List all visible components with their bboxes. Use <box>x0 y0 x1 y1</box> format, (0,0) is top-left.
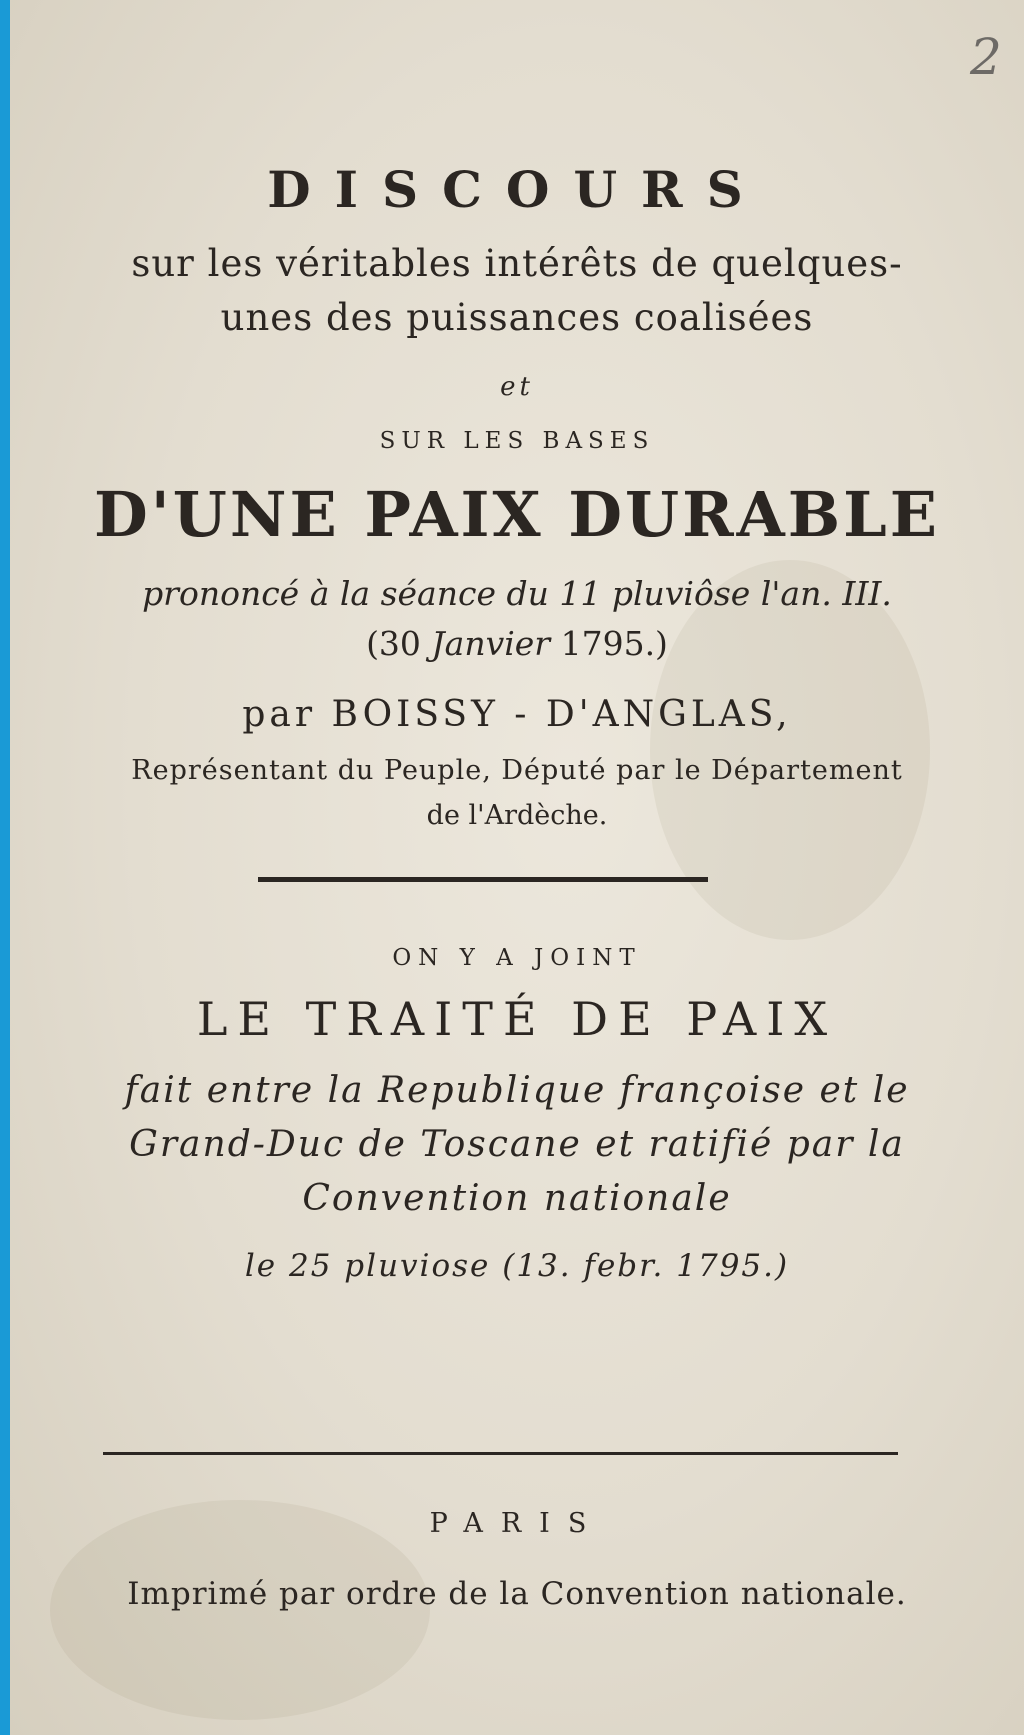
subtitle-line-2: unes des puissances coalisées <box>220 296 814 339</box>
imprint-city: PARIS <box>429 1508 605 1539</box>
author-role: Représentant du Peuple, Député par le Département <box>131 755 903 786</box>
delivery-date <box>10 624 1024 663</box>
paper-stain <box>650 560 930 940</box>
date-month: Janvier <box>431 624 551 663</box>
conjunction-et: et <box>500 372 534 402</box>
annex-line-2: Grand-Duc de Toscane et ratifié par la <box>129 1124 905 1165</box>
document-page <box>10 0 1024 1735</box>
sur-les-bases: SUR LES BASES <box>379 428 655 454</box>
author-line: par BOISSY - D'ANGLAS, <box>242 694 792 735</box>
divider-rule-bottom <box>103 1452 898 1455</box>
folio-number: 2 <box>970 28 1002 86</box>
author-department: de l'Ardèche. <box>426 800 608 831</box>
annex-intro: ON Y A JOINT <box>392 945 642 971</box>
date-open: (30 <box>366 624 432 663</box>
annex-date: le 25 pluviose (13. febr. 1795.) <box>244 1248 790 1284</box>
delivery-line: prononcé à la séance du 11 pluviôse l'an. III. <box>142 574 892 613</box>
annex-line-3: Convention nationale <box>302 1178 732 1219</box>
annex-line-1: fait entre la Republique françoise et le <box>124 1070 910 1111</box>
annex-heading: LE TRAITÉ DE PAIX <box>196 992 838 1046</box>
title-discours: DISCOURS <box>267 160 767 219</box>
imprint-printer: Imprimé par ordre de la Convention nationale. <box>127 1576 907 1612</box>
subtitle-line-1: sur les véritables intérêts de quelques- <box>131 242 903 285</box>
main-heading: D'UNE PAIX DURABLE <box>94 478 940 551</box>
date-close: 1795.) <box>550 624 668 663</box>
divider-rule <box>258 877 708 882</box>
